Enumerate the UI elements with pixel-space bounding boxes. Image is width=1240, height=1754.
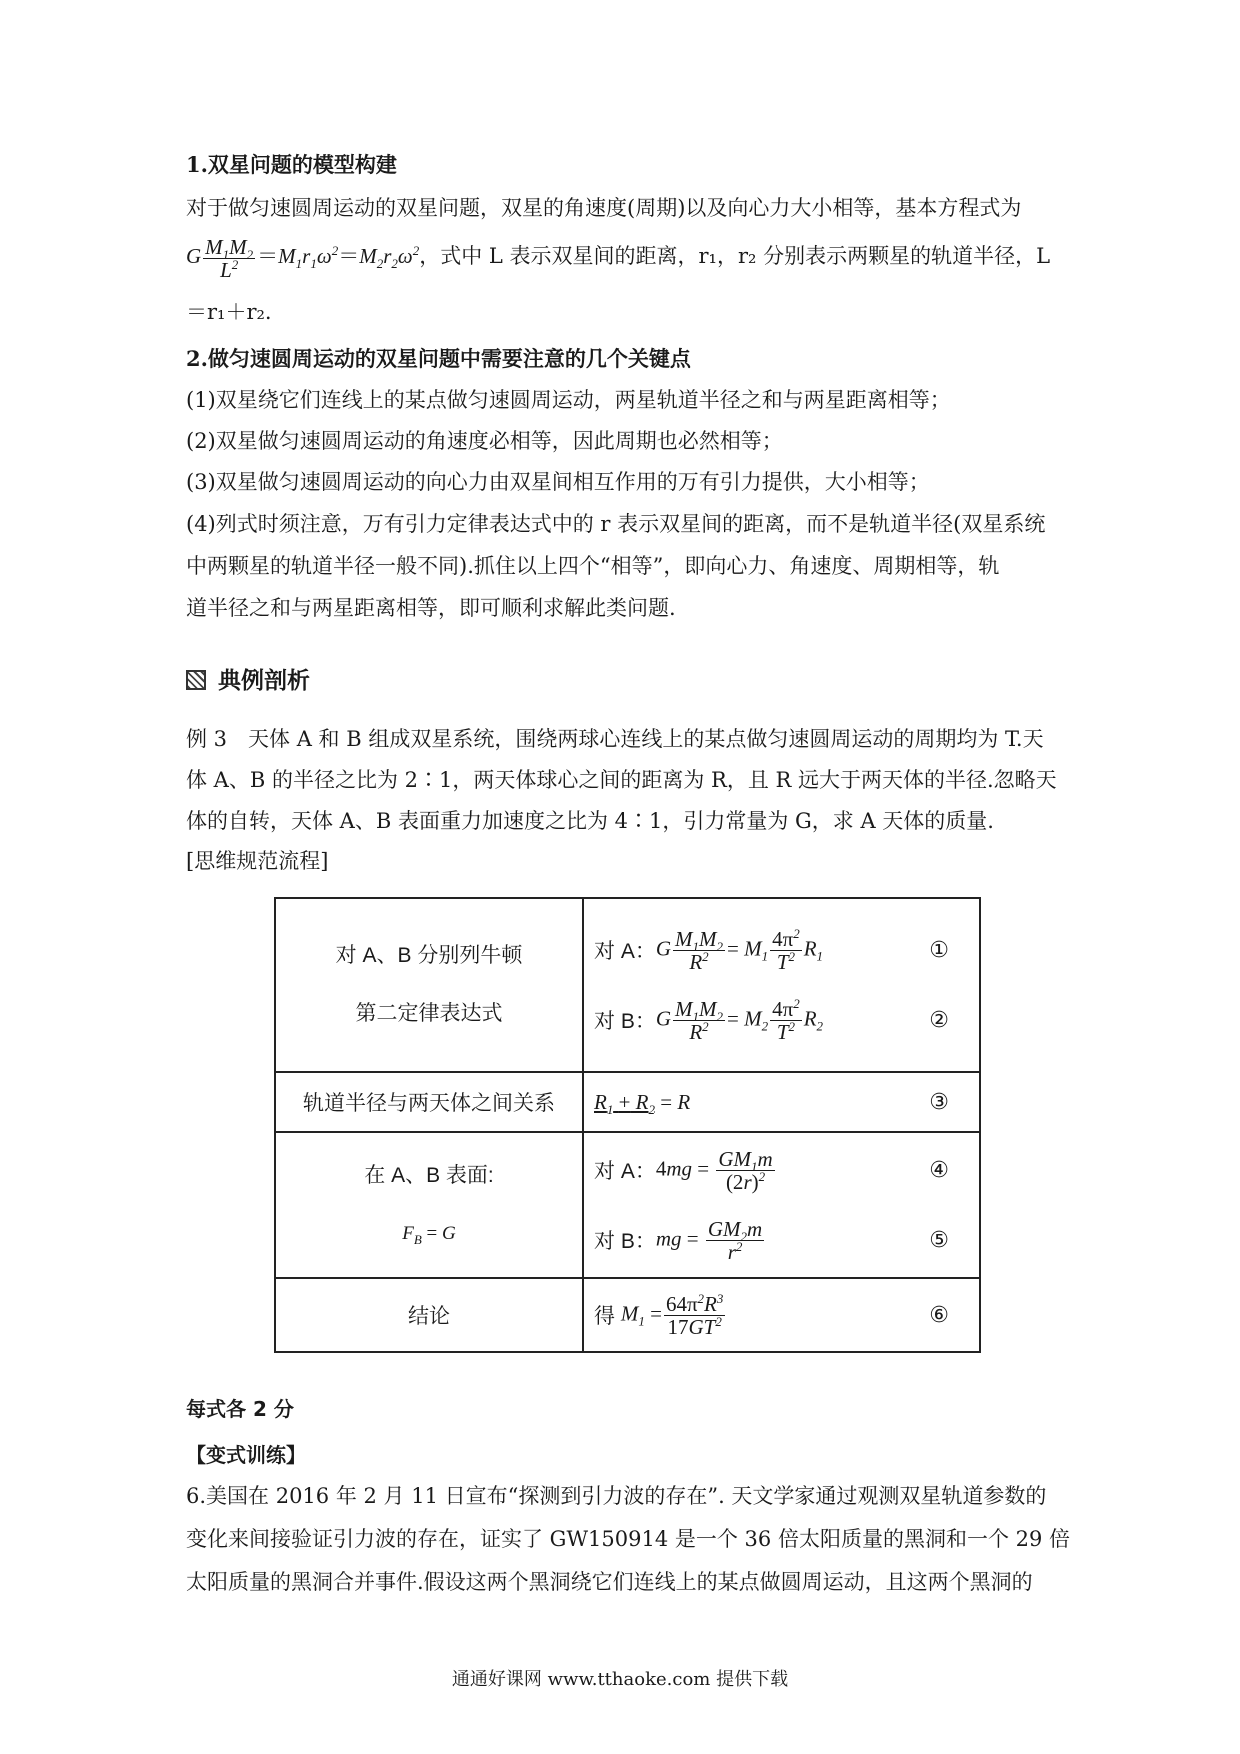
- example-line: 例 3 天体 A 和 B 组成双星系统，围绕两球心连线上的某点做匀速圆周运动的周期均为 T.天: [186, 727, 1044, 751]
- equation-a: 对 A： G $\frac{M_1M_2}{R^2}$ = $M_1$ $\frac{4\pi^2}{T^2}$ $R_1$ ①: [594, 925, 949, 974]
- score-note: 每式各 2 分: [186, 1397, 294, 1421]
- flow-label: [思维规范流程]: [186, 849, 329, 873]
- variant-title: 【变式训练】: [186, 1443, 306, 1467]
- equation-b: 对 B： G $\frac{M_1M_2}{R^2}$ = $M_2$ $\frac{4\pi^2}{T^2}$ $R_2$ ②: [594, 995, 949, 1044]
- row1-left-cell: 对 A、B 分别列牛顿 第二定律表达式: [275, 898, 583, 1072]
- page-footer: 通通好课网 www.tthaoke.com 提供下载: [451, 1669, 789, 1690]
- section1-line2: ，式中 L 表示双星间的距离，r₁，r₂ 分别表示两颗星的轨道半径，L: [419, 244, 1051, 268]
- section2-heading: 2.做匀速圆周运动的双星问题中需要注意的几个关键点: [186, 346, 691, 371]
- equation-surface-b: 对 B： mg = $\frac{GM_2m}{r^2}$ ⑤: [594, 1216, 949, 1264]
- table-row: [275, 1278, 980, 1352]
- table-row: [275, 898, 980, 1072]
- row4-right-cell: 得 $M_1$ = $\frac{64\pi^2R^3}{17GT^2}$ ⑥: [583, 1278, 980, 1352]
- equation-surface-a: 对 A： 4mg = $\frac{GM_1m}{(2r)^2}$ ④: [594, 1146, 949, 1194]
- row2-left-cell: 轨道半径与两天体之间关系: [275, 1072, 583, 1132]
- equation-number: ⑤: [929, 1227, 949, 1252]
- variant-line: 太阳质量的黑洞合并事件.假设这两个黑洞绕它们连线上的某点做圆周运动，且这两个黑洞的: [186, 1570, 1033, 1594]
- section2-item: 道半径之和与两星距离相等，即可顺利求解此类问题.: [186, 596, 676, 620]
- row1-right-cell: [583, 898, 980, 1072]
- gravity-equation: G $\frac{M_1M_2}{L^2}$ $=M_1r_1\omega^2=M_2r_2\omega^2$: [186, 234, 420, 282]
- section1-equation-line: [186, 226, 1066, 286]
- section2-item: 中两颗星的轨道半径一般不同).抓住以上四个“相等”，即向心力、角速度、周期相等，轨: [186, 554, 1000, 578]
- equation-number: ①: [929, 937, 949, 962]
- section1-line1: 对于做匀速圆周运动的双星问题，双星的角速度(周期)以及向心力大小相等，基本方程式为: [186, 196, 1022, 220]
- variant-line: 变化来间接验证引力波的存在，证实了 GW150914 是一个 36 倍太阳质量的黑洞和一个 29 倍: [186, 1527, 1071, 1551]
- section2-item: (3)双星做匀速圆周运动的向心力由双星间相互作用的万有引力提供，大小相等；: [186, 470, 930, 494]
- example-line: 体 A、B 的半径之比为 2∶1，两天体球心之间的距离为 R，且 R 远大于两天体的半径.忽略天: [186, 768, 1057, 792]
- equation-number: ⑥: [929, 1302, 949, 1327]
- equation-number: ②: [929, 1007, 949, 1032]
- section1-heading: 1.双星问题的模型构建: [186, 152, 397, 177]
- row3-left-cell: 在 A、B 表面: $F_B = G$: [275, 1132, 583, 1278]
- equation-number: ④: [929, 1157, 949, 1182]
- section-marker-icon: [186, 670, 206, 690]
- example-section-title: 典例剖析: [186, 662, 310, 695]
- section2-item: (1)双星绕它们连线上的某点做匀速圆周运动，两星轨道半径之和与两星距离相等；: [186, 388, 951, 412]
- section2-item: (4)列式时须注意，万有引力定律表达式中的 r 表示双星间的距离，而不是轨道半径(双星系统: [186, 512, 1046, 536]
- section1-line3: ＝r₁＋r₂.: [186, 300, 272, 324]
- row4-left-cell: 结论: [275, 1278, 583, 1352]
- solution-flow-table: [274, 897, 981, 1353]
- table-row: [275, 1132, 980, 1278]
- equation-number: ③: [929, 1089, 949, 1114]
- row3-right-cell: [583, 1132, 980, 1278]
- example-line: 体的自转，天体 A、B 表面重力加速度之比为 4∶1，引力常量为 G，求 A 天体的质量.: [186, 809, 994, 833]
- row2-right-cell: $R_1 + R_2$ = R ③: [583, 1072, 980, 1132]
- variant-line: 6.美国在 2016 年 2 月 11 日宣布“探测到引力波的存在”. 天文学家通过观测双星轨道参数的: [186, 1484, 1047, 1508]
- table-row: [275, 1072, 980, 1132]
- section2-item: (2)双星做匀速圆周运动的角速度必相等，因此周期也必然相等；: [186, 429, 783, 453]
